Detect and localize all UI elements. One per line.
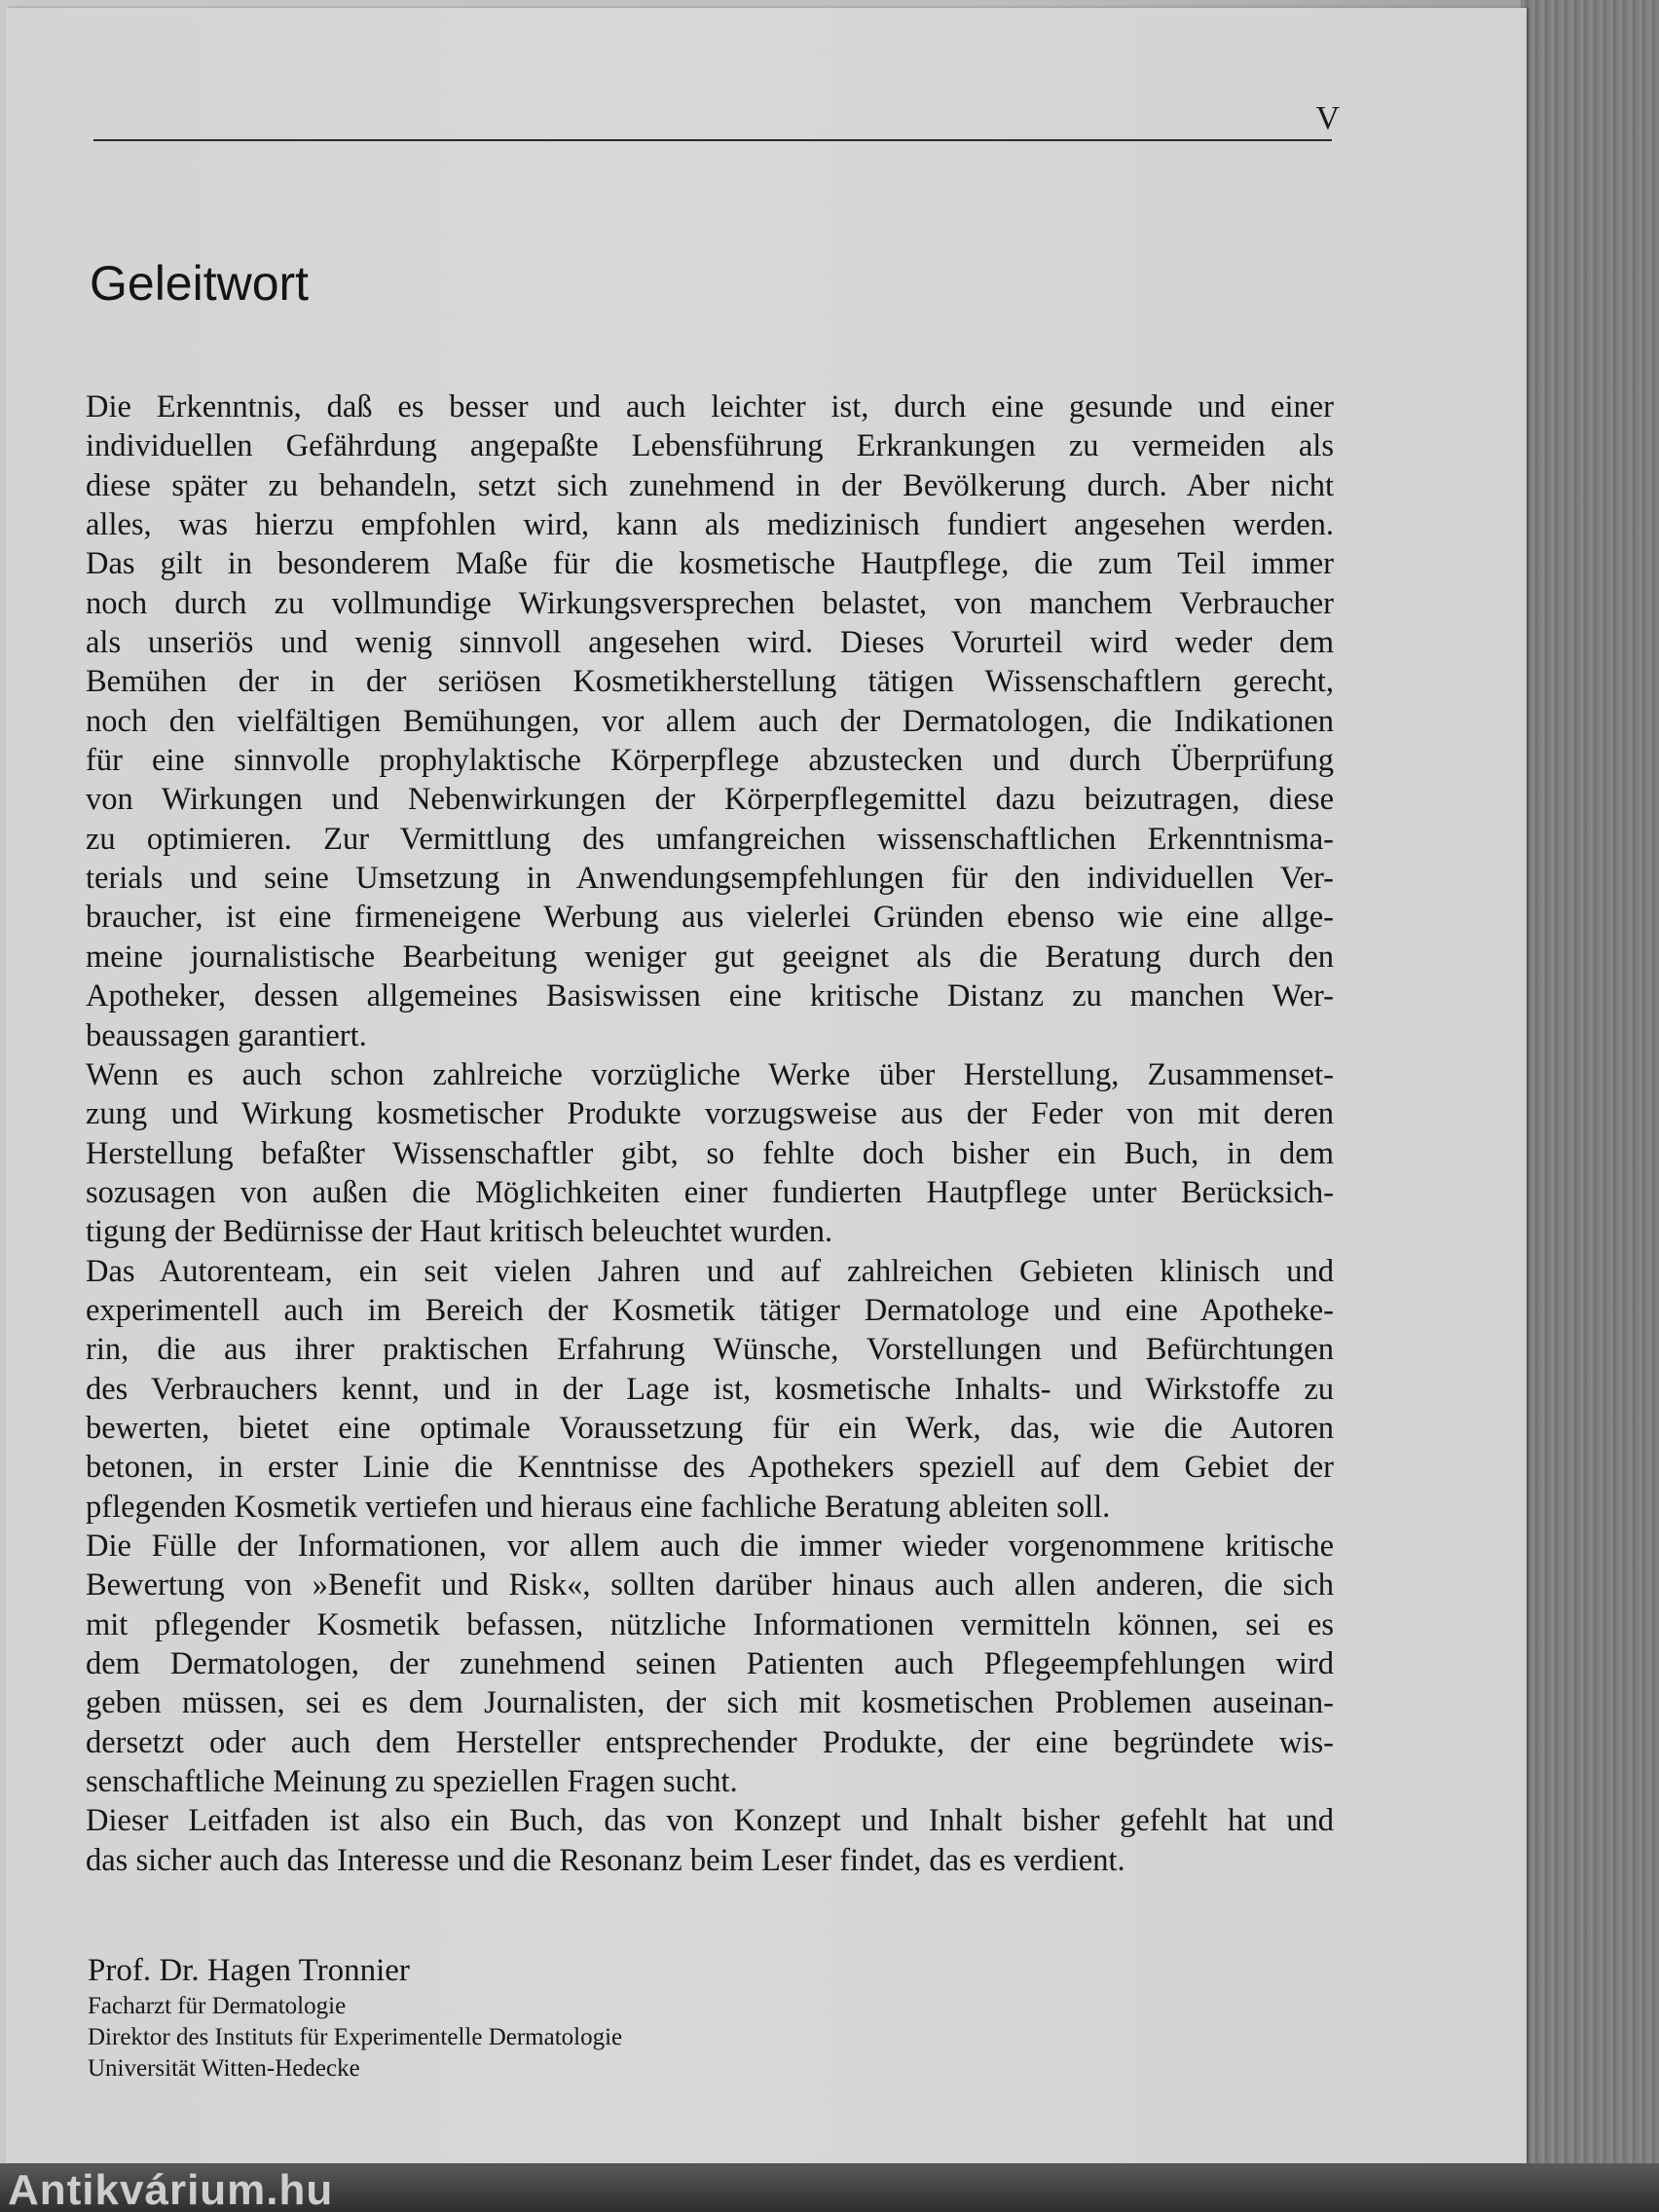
text-line: experimentell auch im Bereich der Kosmetik tätiger Dermatologe und eine Apotheke- [86, 1292, 1334, 1328]
text-line: zu optimieren. Zur Vermittlung des umfangreichen wissenschaftlichen Erkenntnisma- [86, 821, 1334, 857]
author-name: Prof. Dr. Hagen Tronnier [88, 1953, 410, 1988]
author-title-line: Direktor des Instituts für Experimentelle Dermatologie [88, 2024, 623, 2050]
body-text [86, 387, 1334, 1880]
text-line: rin, die aus ihrer praktischen Erfahrung Wünsche, Vorstellungen und Befürchtungen [86, 1332, 1334, 1368]
text-line: pflegenden Kosmetik vertiefen und hieraus eine fachliche Beratung ableiten soll. [86, 1489, 1111, 1525]
text-line: meine journalistische Bearbeitung weniger gut geeignet als die Beratung durch den [86, 939, 1334, 975]
text-line: sozusagen von außen die Möglichkeiten einer fundierten Hautpflege unter Berücksich- [86, 1174, 1334, 1210]
text-line: für eine sinnvolle prophylaktische Körperpflege abzustecken und durch Überprüfung [86, 743, 1334, 779]
text-line: bewerten, bietet eine optimale Voraussetzung für ein Werk, das, wie die Autoren [86, 1410, 1334, 1446]
text-line: individuellen Gefährdung angepaßte Lebensführung Erkrankungen zu vermeiden als [86, 428, 1334, 464]
text-line: Dieser Leitfaden ist also ein Buch, das von Konzept und Inhalt bisher gefehlt hat und [86, 1803, 1334, 1839]
text-line: beaussagen garantiert. [86, 1017, 367, 1053]
text-line: geben müssen, sei es dem Journalisten, der sich mit kosmetischen Problemen auseinan- [86, 1685, 1334, 1721]
text-line: das sicher auch das Interesse und die Resonanz beim Leser findet, das es verdient. [86, 1842, 1125, 1878]
text-line: Die Erkenntnis, daß es besser und auch leichter ist, durch eine gesunde und einer [86, 389, 1334, 424]
text-line: diese später zu behandeln, setzt sich zunehmend in der Bevölkerung durch. Aber nicht [86, 467, 1334, 503]
text-line: des Verbrauchers kennt, und in der Lage ist, kosmetische Inhalts- und Wirkstoffe zu [86, 1371, 1334, 1407]
text-line: betonen, in erster Linie die Kenntnisse des Apothekers speziell auf dem Gebiet der [86, 1450, 1334, 1486]
text-line: Bemühen der in der seriösen Kosmetikherstellung tätigen Wissenschaftlern gerecht, [86, 664, 1334, 700]
text-line: als unseriös und wenig sinnvoll angesehen wird. Dieses Vorurteil wird weder dem [86, 625, 1334, 661]
text-line: dem Dermatologen, der zunehmend seinen Patienten auch Pflegeempfehlungen wird [86, 1646, 1334, 1681]
text-line: Herstellung befaßter Wissenschaftler gibt, so fehlte doch bisher ein Buch, in dem [86, 1135, 1334, 1171]
text-line: alles, was hierzu empfohlen wird, kann als medizinisch fundiert angesehen werden. [86, 507, 1334, 543]
book-page [6, 8, 1527, 2163]
page-number: V [1315, 100, 1340, 136]
text-line: mit pflegender Kosmetik befassen, nützliche Informationen vermitteln können, sei es [86, 1606, 1334, 1642]
author-title-line: Facharzt für Dermatologie [88, 1993, 347, 2019]
text-line: noch den vielfältigen Bemühungen, vor allem auch der Dermatologen, die Indikationen [86, 703, 1334, 739]
text-line: terials und seine Umsetzung in Anwendungsempfehlungen für den individuellen Ver- [86, 861, 1334, 897]
text-line: senschaftliche Meinung zu speziellen Fragen sucht. [86, 1764, 738, 1800]
text-line: Das Autorenteam, ein seit vielen Jahren und auf zahlreichen Gebieten klinisch und [86, 1253, 1334, 1289]
page-stack-edge [1521, 0, 1659, 2212]
text-line: noch durch zu vollmundige Wirkungsversprechen belastet, von manchem Verbraucher [86, 585, 1334, 621]
text-line: von Wirkungen und Nebenwirkungen der Körperpflegemittel dazu beizutragen, diese [86, 782, 1334, 818]
text-line: zung und Wirkung kosmetischer Produkte vorzugsweise aus der Feder von mit deren [86, 1096, 1334, 1132]
text-line: tigung der Bedürnisse der Haut kritisch beleuchtet wurden. [86, 1214, 833, 1250]
text-line: Bewertung von »Benefit und Risk«, sollten darüber hinaus auch allen anderen, die sich [86, 1567, 1334, 1604]
header-rule [93, 139, 1332, 141]
text-line: dersetzt oder auch dem Hersteller entsprechender Produkte, der eine begründete wis- [86, 1724, 1334, 1760]
watermark-text: Antikvárium.hu [8, 2169, 334, 2212]
author-title-line: Universität Witten-Hedecke [88, 2055, 360, 2082]
text-line: Wenn es auch schon zahlreiche vorzügliche Werke über Herstellung, Zusammenset- [86, 1056, 1334, 1092]
text-line: braucher, ist eine firmeneigene Werbung aus vielerlei Gründen ebenso wie eine allge- [86, 900, 1334, 936]
text-line: Das gilt in besonderem Maße für die kosmetische Hautpflege, die zum Teil immer [86, 546, 1334, 582]
chapter-title: Geleitwort [90, 256, 310, 311]
signature-block [88, 1950, 964, 2084]
text-line: Die Fülle der Informationen, vor allem auch die immer wieder vorgenommene kritische [86, 1528, 1334, 1564]
text-line: Apotheker, dessen allgemeines Basiswissen eine kritische Distanz zu manchen Wer- [86, 978, 1334, 1014]
